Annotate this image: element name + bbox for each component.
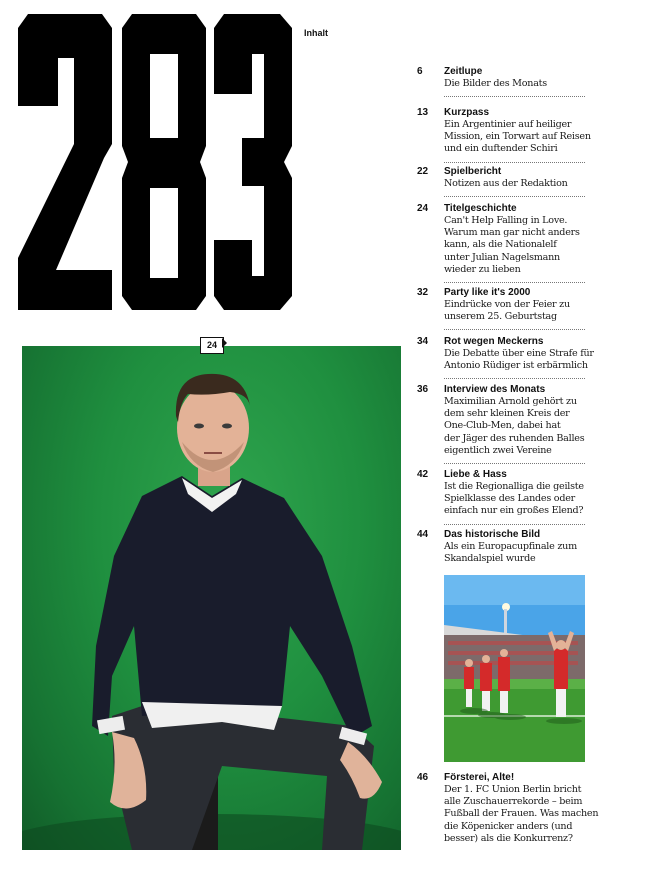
toc-description-line: Ist die Regionalliga die geilste: [444, 481, 584, 492]
toc-description-line: Mission, ein Torwart auf Reisen: [444, 131, 591, 143]
toc-description-line: Spielklasse des Landes oder: [444, 493, 575, 505]
toc-description-line: Antonio Rüdiger ist erbärmlich: [444, 360, 588, 372]
toc-description: [444, 481, 585, 525]
toc-description: [444, 784, 599, 851]
toc-page-number: 6: [417, 66, 423, 77]
toc-page-number: 34: [417, 336, 429, 347]
toc-description-line: kann, als die Nationalelf: [444, 239, 557, 251]
portrait-illustration: [22, 346, 401, 850]
toc-description: [444, 78, 585, 97]
toc-title: Liebe & Hass: [444, 469, 507, 480]
toc-description-line: und ein duftender Schiri: [444, 143, 558, 155]
toc-entry[interactable]: [417, 772, 599, 851]
toc-page-number: 24: [417, 203, 429, 214]
toc-description: [444, 348, 594, 379]
toc-page-number: 46: [417, 772, 429, 783]
historic-photo: [444, 575, 585, 762]
toc-description-line: der Jäger des ruhenden Balles: [444, 432, 585, 444]
toc-description-line: Die Bilder des Monats: [444, 78, 547, 89]
toc-description-line: dem sehr kleinen Kreis der: [444, 408, 570, 420]
toc-description-line: Fußball der Frauen. Was machen: [444, 808, 599, 820]
stadium-illustration: [444, 575, 585, 762]
toc-description: [444, 541, 585, 571]
toc-page-number: 42: [417, 469, 429, 480]
toc-description-line: Die Debatte über eine Strafe für: [444, 348, 594, 359]
toc-description-line: Skandalspiel wurde: [444, 553, 536, 565]
toc-description-line: unter Julian Nagelsmann: [444, 251, 560, 263]
toc-title: Party like it's 2000: [444, 287, 531, 298]
toc-page-number: 13: [417, 107, 429, 118]
toc-description: [444, 396, 585, 464]
toc-description-line: wieder zu lieben: [444, 263, 521, 275]
toc-entry[interactable]: [417, 469, 585, 525]
toc-entry[interactable]: [417, 66, 585, 97]
toc-title: Interview des Monats: [444, 384, 546, 395]
toc-description-line: Der 1. FC Union Berlin bricht: [444, 784, 582, 795]
toc-description-line: alle Zuschauerrekorde – beim: [444, 796, 583, 808]
toc-description: [444, 299, 585, 330]
toc-description-line: Notizen aus der Redaktion: [444, 178, 568, 189]
section-label: Inhalt: [304, 28, 328, 38]
toc-title: Försterei, Alte!: [444, 772, 515, 783]
toc-description: [444, 119, 591, 163]
toc-entry[interactable]: [417, 287, 585, 330]
toc-description-line: einfach nur ein großes Elend?: [444, 505, 584, 517]
toc-description-line: Ein Argentinier auf heiliger: [444, 119, 572, 130]
toc-description-line: die Köpenicker anders (und: [444, 820, 573, 832]
toc-title: Spielbericht: [444, 166, 502, 177]
toc-entry[interactable]: [417, 384, 585, 464]
toc-page-number: 32: [417, 287, 429, 298]
toc-page-number: 22: [417, 166, 429, 177]
toc-description-line: Warum man gar nicht anders: [444, 227, 580, 239]
toc-entry[interactable]: [417, 107, 591, 163]
issue-number: [18, 14, 292, 314]
digit-3: [214, 14, 292, 310]
digit-2: [18, 14, 112, 310]
toc-description-line: Can't Help Falling in Love.: [444, 215, 568, 226]
toc-description: [444, 178, 585, 197]
toc-description-line: eigentlich zwei Vereine: [444, 444, 552, 456]
toc-title: Zeitlupe: [444, 66, 483, 77]
toc-description-line: Als ein Europacupfinale zum: [444, 541, 577, 552]
digit-8: [122, 14, 206, 310]
toc-description-line: One-Club-Men, dabei hat: [444, 420, 561, 432]
toc-description-line: Maximilian Arnold gehört zu: [444, 396, 577, 407]
toc-description-line: Eindrücke von der Feier zu: [444, 299, 570, 310]
toc-entry[interactable]: [417, 336, 594, 379]
toc-page-number: 36: [417, 384, 429, 395]
toc-description-line: besser) als die Konkurrenz?: [444, 832, 573, 844]
cover-story-page-badge: 24: [200, 337, 224, 354]
cover-story-photo: [22, 346, 401, 850]
toc-entry[interactable]: [417, 529, 585, 571]
badge-arrow-icon: [222, 338, 227, 348]
toc-title: Das historische Bild: [444, 529, 541, 540]
issue-number-graphic: [18, 14, 292, 314]
toc-title: Kurzpass: [444, 107, 490, 118]
toc-description-line: unserem 25. Geburtstag: [444, 311, 557, 323]
toc-page-number: 44: [417, 529, 429, 540]
toc-title: Rot wegen Meckerns: [444, 336, 544, 347]
toc-entry[interactable]: [417, 203, 585, 283]
toc-title: Titelgeschichte: [444, 203, 517, 214]
toc-description: [444, 215, 585, 283]
toc-entry[interactable]: [417, 166, 585, 197]
